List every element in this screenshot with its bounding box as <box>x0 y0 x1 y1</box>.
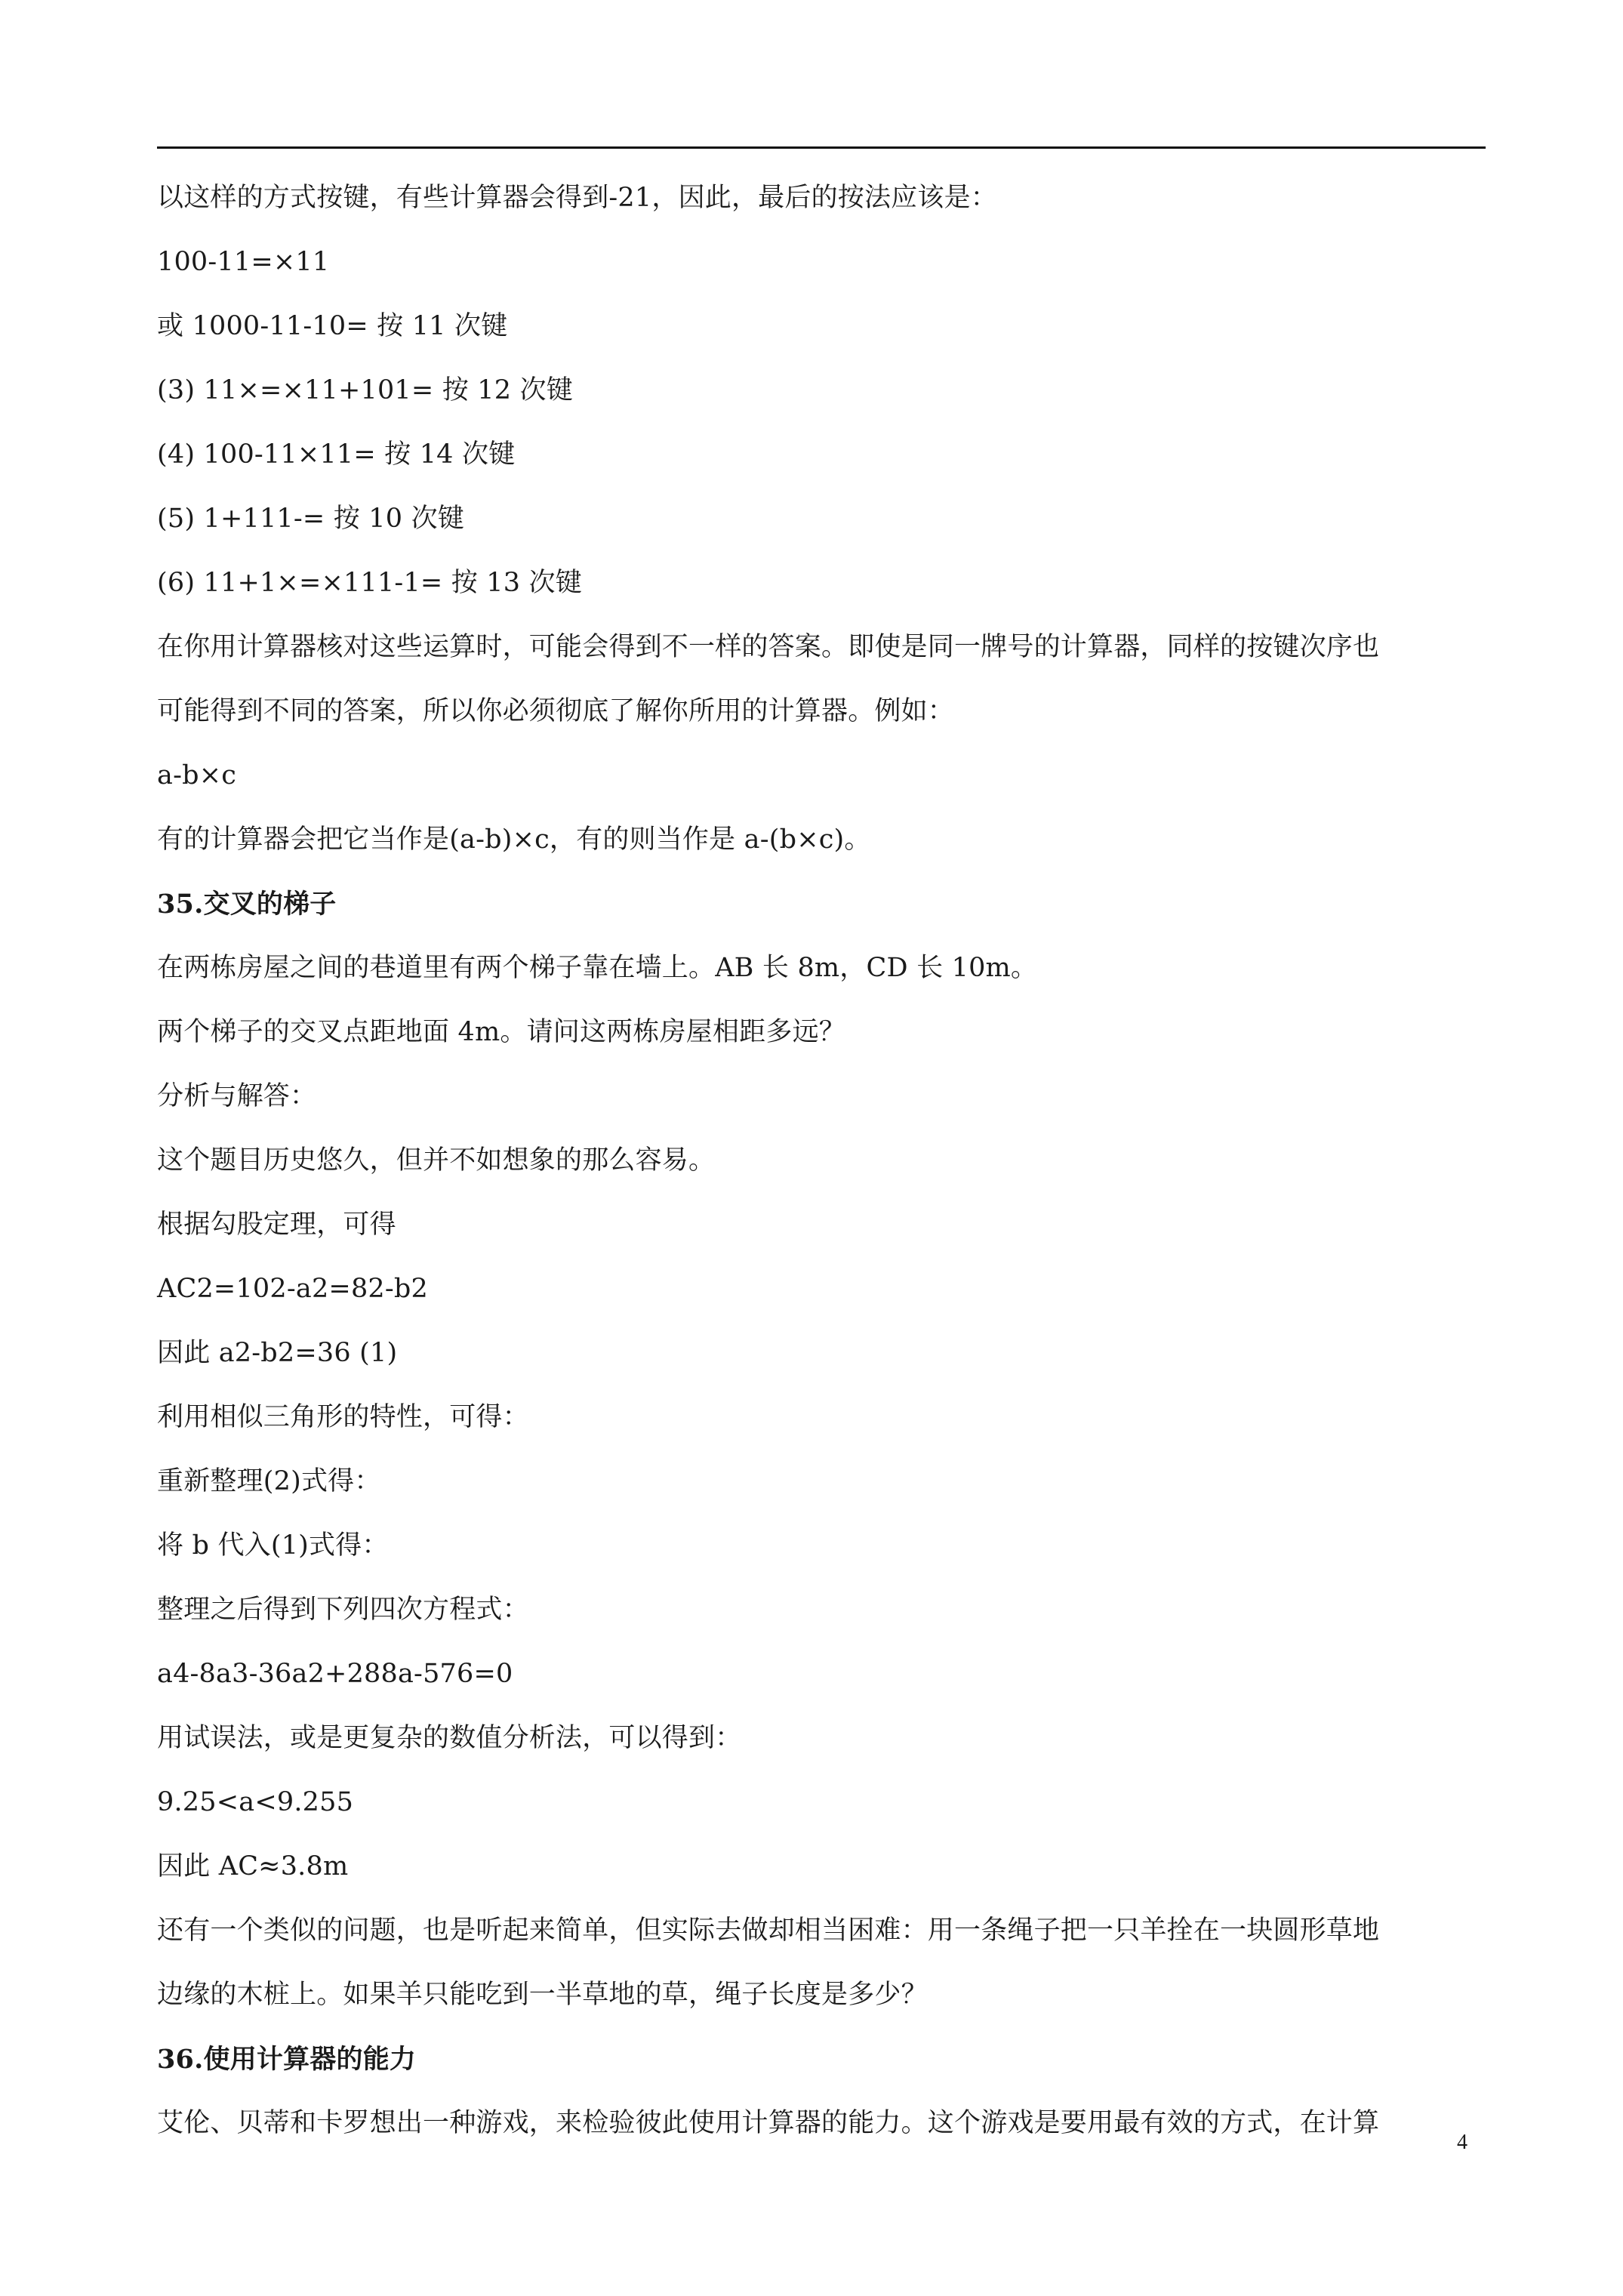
page-number: 4 <box>1457 2131 1467 2154</box>
text-line: 整理之后得到下列四次方程式： <box>157 1595 529 1625</box>
text-line: 用试误法，或是更复杂的数值分析法，可以得到： <box>157 1723 742 1753</box>
text-line: 利用相似三角形的特性，可得： <box>157 1402 529 1432</box>
text-line: 可能得到不同的答案，所以你必须彻底了解你所用的计算器。例如： <box>157 696 955 726</box>
text-line: 在你用计算器核对这些运算时，可能会得到不一样的答案。即使是同一牌号的计算器，同样的按键次序也 <box>157 632 1380 662</box>
text-line: 还有一个类似的问题，也是听起来简单，但实际去做却相当困难：用一条绳子把一只羊拴在一块圆形草地 <box>157 1915 1380 1946</box>
text-line: 100-11=×11 <box>157 247 330 277</box>
text-line: 因此 AC≈3.8m <box>157 1851 349 1881</box>
text-line: (5) 1+111-= 按 10 次键 <box>157 504 464 534</box>
text-line: 将 b 代入(1)式得： <box>157 1530 389 1561</box>
text-line: 这个题目历史悠久，但并不如想象的那么容易。 <box>157 1145 716 1176</box>
text-line: 艾伦、贝蒂和卡罗想出一种游戏，来检验彼此使用计算器的能力。这个游戏是要用最有效的方式，在计算 <box>157 2108 1380 2138</box>
text-line: a-b×c <box>157 760 237 791</box>
text-line: 两个梯子的交叉点距地面 4m。请问这两栋房屋相距多远？ <box>157 1017 845 1047</box>
text-line: (6) 11+1×=×111-1= 按 13 次键 <box>157 568 582 598</box>
text-line: a4-8a3-36a2+288a-576=0 <box>157 1659 513 1689</box>
text-line: 9.25<a<9.255 <box>157 1787 354 1817</box>
text-line: 重新整理(2)式得： <box>157 1466 381 1496</box>
text-line: 分析与解答： <box>157 1081 317 1111</box>
text-line: 有的计算器会把它当作是(a-b)×c，有的则当作是 a-(b×c)。 <box>157 824 871 855</box>
text-line: 因此 a2-b2=36 (1) <box>157 1338 398 1368</box>
text-line: 根据勾股定理，可得 <box>157 1210 396 1240</box>
text-line: (4) 100-11×11= 按 14 次键 <box>157 439 516 470</box>
header-rule <box>157 146 1486 149</box>
document-body <box>157 166 1486 2156</box>
text-line: 以这样的方式按键，有些计算器会得到-21，因此，最后的按法应该是： <box>157 183 997 213</box>
text-line: 在两栋房屋之间的巷道里有两个梯子靠在墙上。AB 长 8m，CD 长 10m。 <box>157 953 1038 983</box>
section-heading: 36.使用计算器的能力 <box>157 2044 417 2075</box>
text-line: 边缘的木桩上。如果羊只能吃到一半草地的草，绳子长度是多少？ <box>157 1980 928 2010</box>
section-heading: 35.交叉的梯子 <box>157 889 337 920</box>
text-line: AC2=102-a2=82-b2 <box>157 1274 428 1304</box>
text-line: (3) 11×=×11+101= 按 12 次键 <box>157 375 573 405</box>
text-line: 或 1000-11-10= 按 11 次键 <box>157 311 508 341</box>
